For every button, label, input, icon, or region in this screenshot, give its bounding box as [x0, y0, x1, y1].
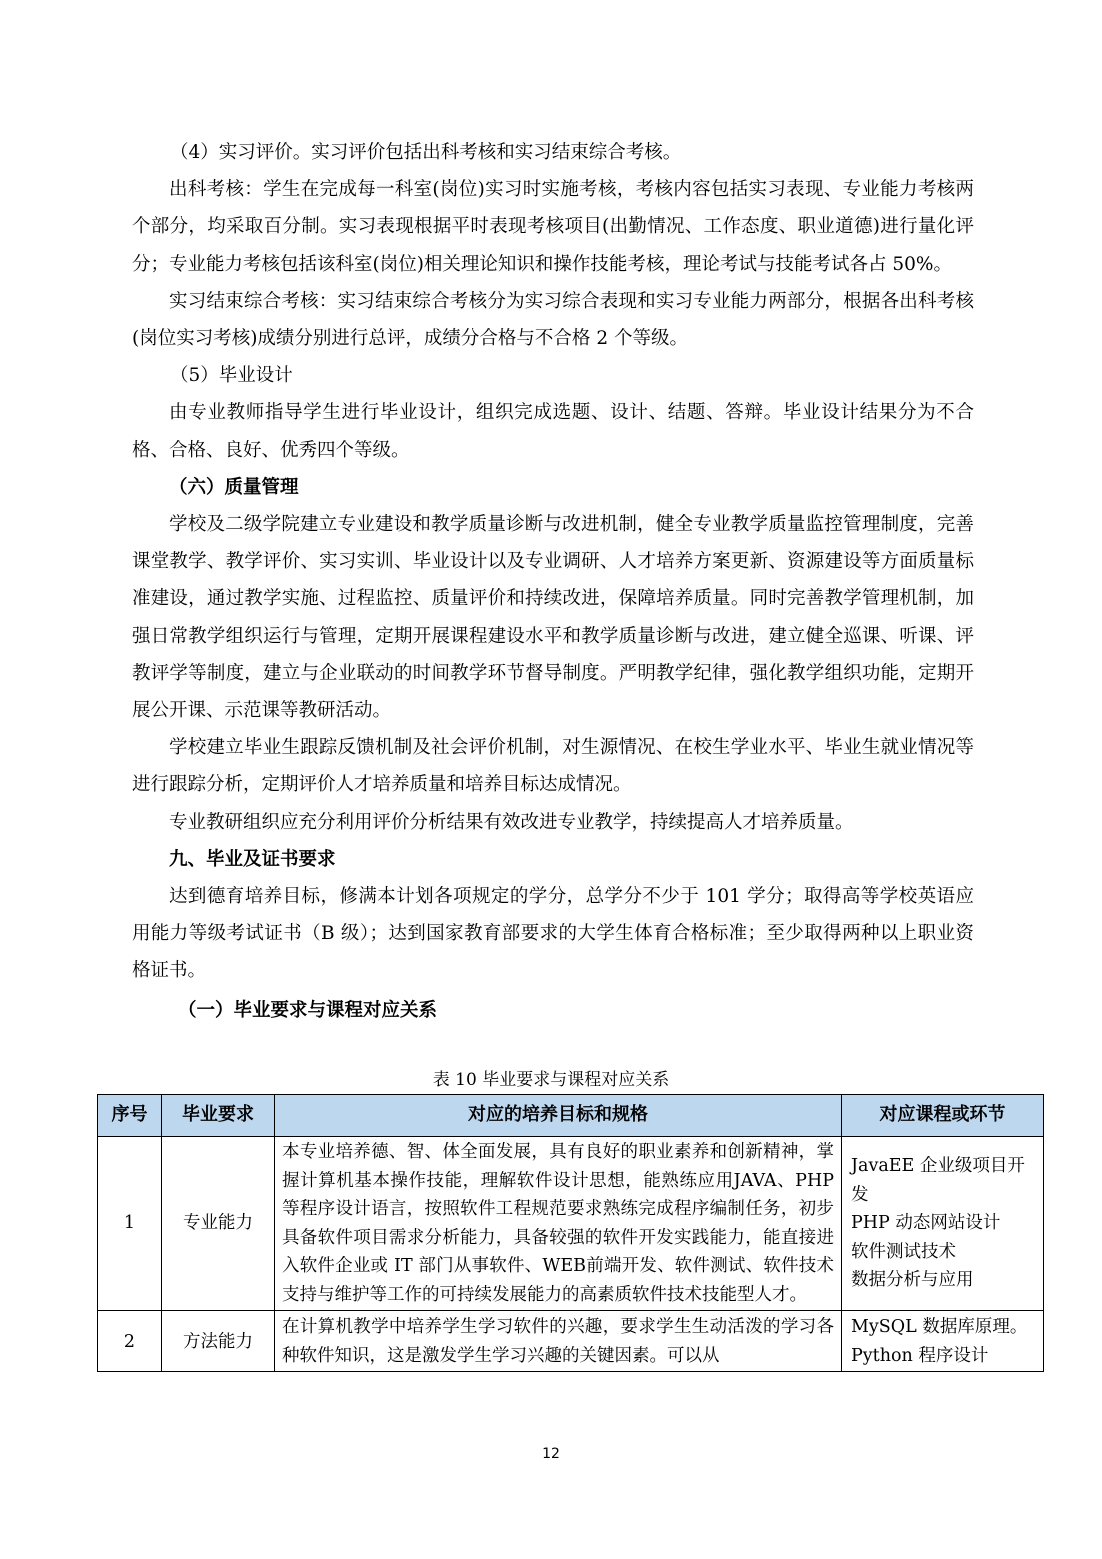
row-no: 1: [98, 1137, 162, 1311]
paragraph-final-assessment: 实习结束综合考核：实习结束综合考核分为实习综合表现和实习专业能力两部分，根据各出科考核(岗位实习考核)成绩分别进行总评，成绩分合格与不合格 2 个等级。: [132, 290, 974, 350]
course-item: 数据分析与应用: [851, 1270, 974, 1291]
table-row: [98, 1137, 1044, 1311]
paragraph-graduate-tracking: 学校建立毕业生跟踪反馈机制及社会评价机制，对生源情况、在校生学业水平、毕业生就业情况等进行跟踪分析，定期评价人才培养质量和培养目标达成情况。: [132, 737, 974, 796]
row-no: 2: [98, 1311, 162, 1372]
row-spec: 本专业培养德、智、体全面发展，具有良好的职业素养和创新精神，掌握计算机基本操作技能，理解软件设计思想，能熟练应用JAVA、PHP 等程序设计语言，按照软件工程规范要求熟练完成程序编制任务，初步具备软件项目需求分析能力，具备较强的软件开发实践能力，能直接进入软件企业或 IT 部门从事软件、WEB前端开发、软件测试、软件技术支持与维护等工作的可持续发展能力的高素质软件技术技能型人才。: [275, 1137, 842, 1311]
paragraph-department-assessment: 出科考核：学生在完成每一科室(岗位)实习时实施考核，考核内容包括实习表现、专业能力考核两个部分，均采取百分制。实习表现根据平时表现考核项目(出勤情况、工作态度、职业道德)进行量化评分；专业能力考核包括该科室(岗位)相关理论知识和操作技能考核，理论考试与技能考试各占 50%。: [132, 179, 974, 275]
row-courses: [842, 1311, 1044, 1372]
page-number: 12: [542, 1446, 560, 1462]
table-row: [98, 1311, 1044, 1372]
row-courses: [842, 1137, 1044, 1311]
requirements-table: [97, 1094, 1044, 1372]
header-no: 序号: [98, 1095, 162, 1137]
body-text: [132, 134, 974, 1029]
row-requirement: 专业能力: [162, 1137, 275, 1311]
paragraph-graduation-design-title: （5）毕业设计: [170, 365, 293, 387]
heading-graduation-requirements: 九、毕业及证书要求: [169, 848, 336, 870]
paragraph-graduation-design: 由专业教师指导学生进行毕业设计，组织完成选题、设计、结题、答辩。毕业设计结果分为不合格、合格、良好、优秀四个等级。: [132, 402, 974, 461]
paragraph-quality-mechanism: 学校及二级学院建立专业建设和教学质量诊断与改进机制，健全专业教学质量监控管理制度，完善课堂教学、教学评价、实习实训、毕业设计以及专业调研、人才培养方案更新、资源建设等方面质量标准建设，通过教学实施、过程监控、质量评价和持续改进，保障培养质量。同时完善教学管理机制，加强日常教学组织运行与管理，定期开展课程建设水平和教学质量诊断与改进，建立健全巡课、听课、评教评学等制度，建立与企业联动的时间教学环节督导制度。严明教学纪律，强化教学组织功能，定期开展公开课、示范课等教研活动。: [132, 514, 974, 722]
course-item: JavaEE 企业级项目开发: [851, 1156, 1025, 1205]
row-spec: 在计算机教学中培养学生学习软件的兴趣，要求学生生动活泼的学习各种软件知识，这是激发学生学习兴趣的关键因素。可以从: [275, 1311, 842, 1372]
header-requirement: 毕业要求: [162, 1095, 275, 1137]
course-item: Python 程序设计: [851, 1345, 989, 1366]
paragraph-teaching-improvement: 专业教研组织应充分利用评价分析结果有效改进专业教学，持续提高人才培养质量。: [169, 811, 854, 833]
course-item: 软件测试技术: [851, 1241, 956, 1262]
table-header-row: [98, 1095, 1044, 1137]
heading-requirements-course-mapping: （一）毕业要求与课程对应关系: [178, 999, 438, 1021]
course-item: PHP 动态网站设计: [851, 1213, 1001, 1234]
header-spec: 对应的培养目标和规格: [275, 1095, 842, 1137]
paragraph-internship-evaluation: （4）实习评价。实习评价包括出科考核和实习结束综合考核。: [170, 142, 682, 163]
paragraph-graduation-requirements: 达到德育培养目标，修满本计划各项规定的学分，总学分不少于 101 学分；取得高等学校英语应用能力等级考试证书（B 级）；达到国家教育部要求的大学生体育合格标准；至少取得两种以上职业资格证书。: [132, 886, 974, 982]
header-courses: 对应课程或环节: [842, 1095, 1044, 1137]
row-requirement: 方法能力: [162, 1311, 275, 1372]
heading-quality-management: （六）质量管理: [169, 476, 299, 498]
course-item: MySQL 数据库原理。: [851, 1317, 1028, 1337]
table-caption: 表 10 毕业要求与课程对应关系: [432, 1070, 670, 1090]
